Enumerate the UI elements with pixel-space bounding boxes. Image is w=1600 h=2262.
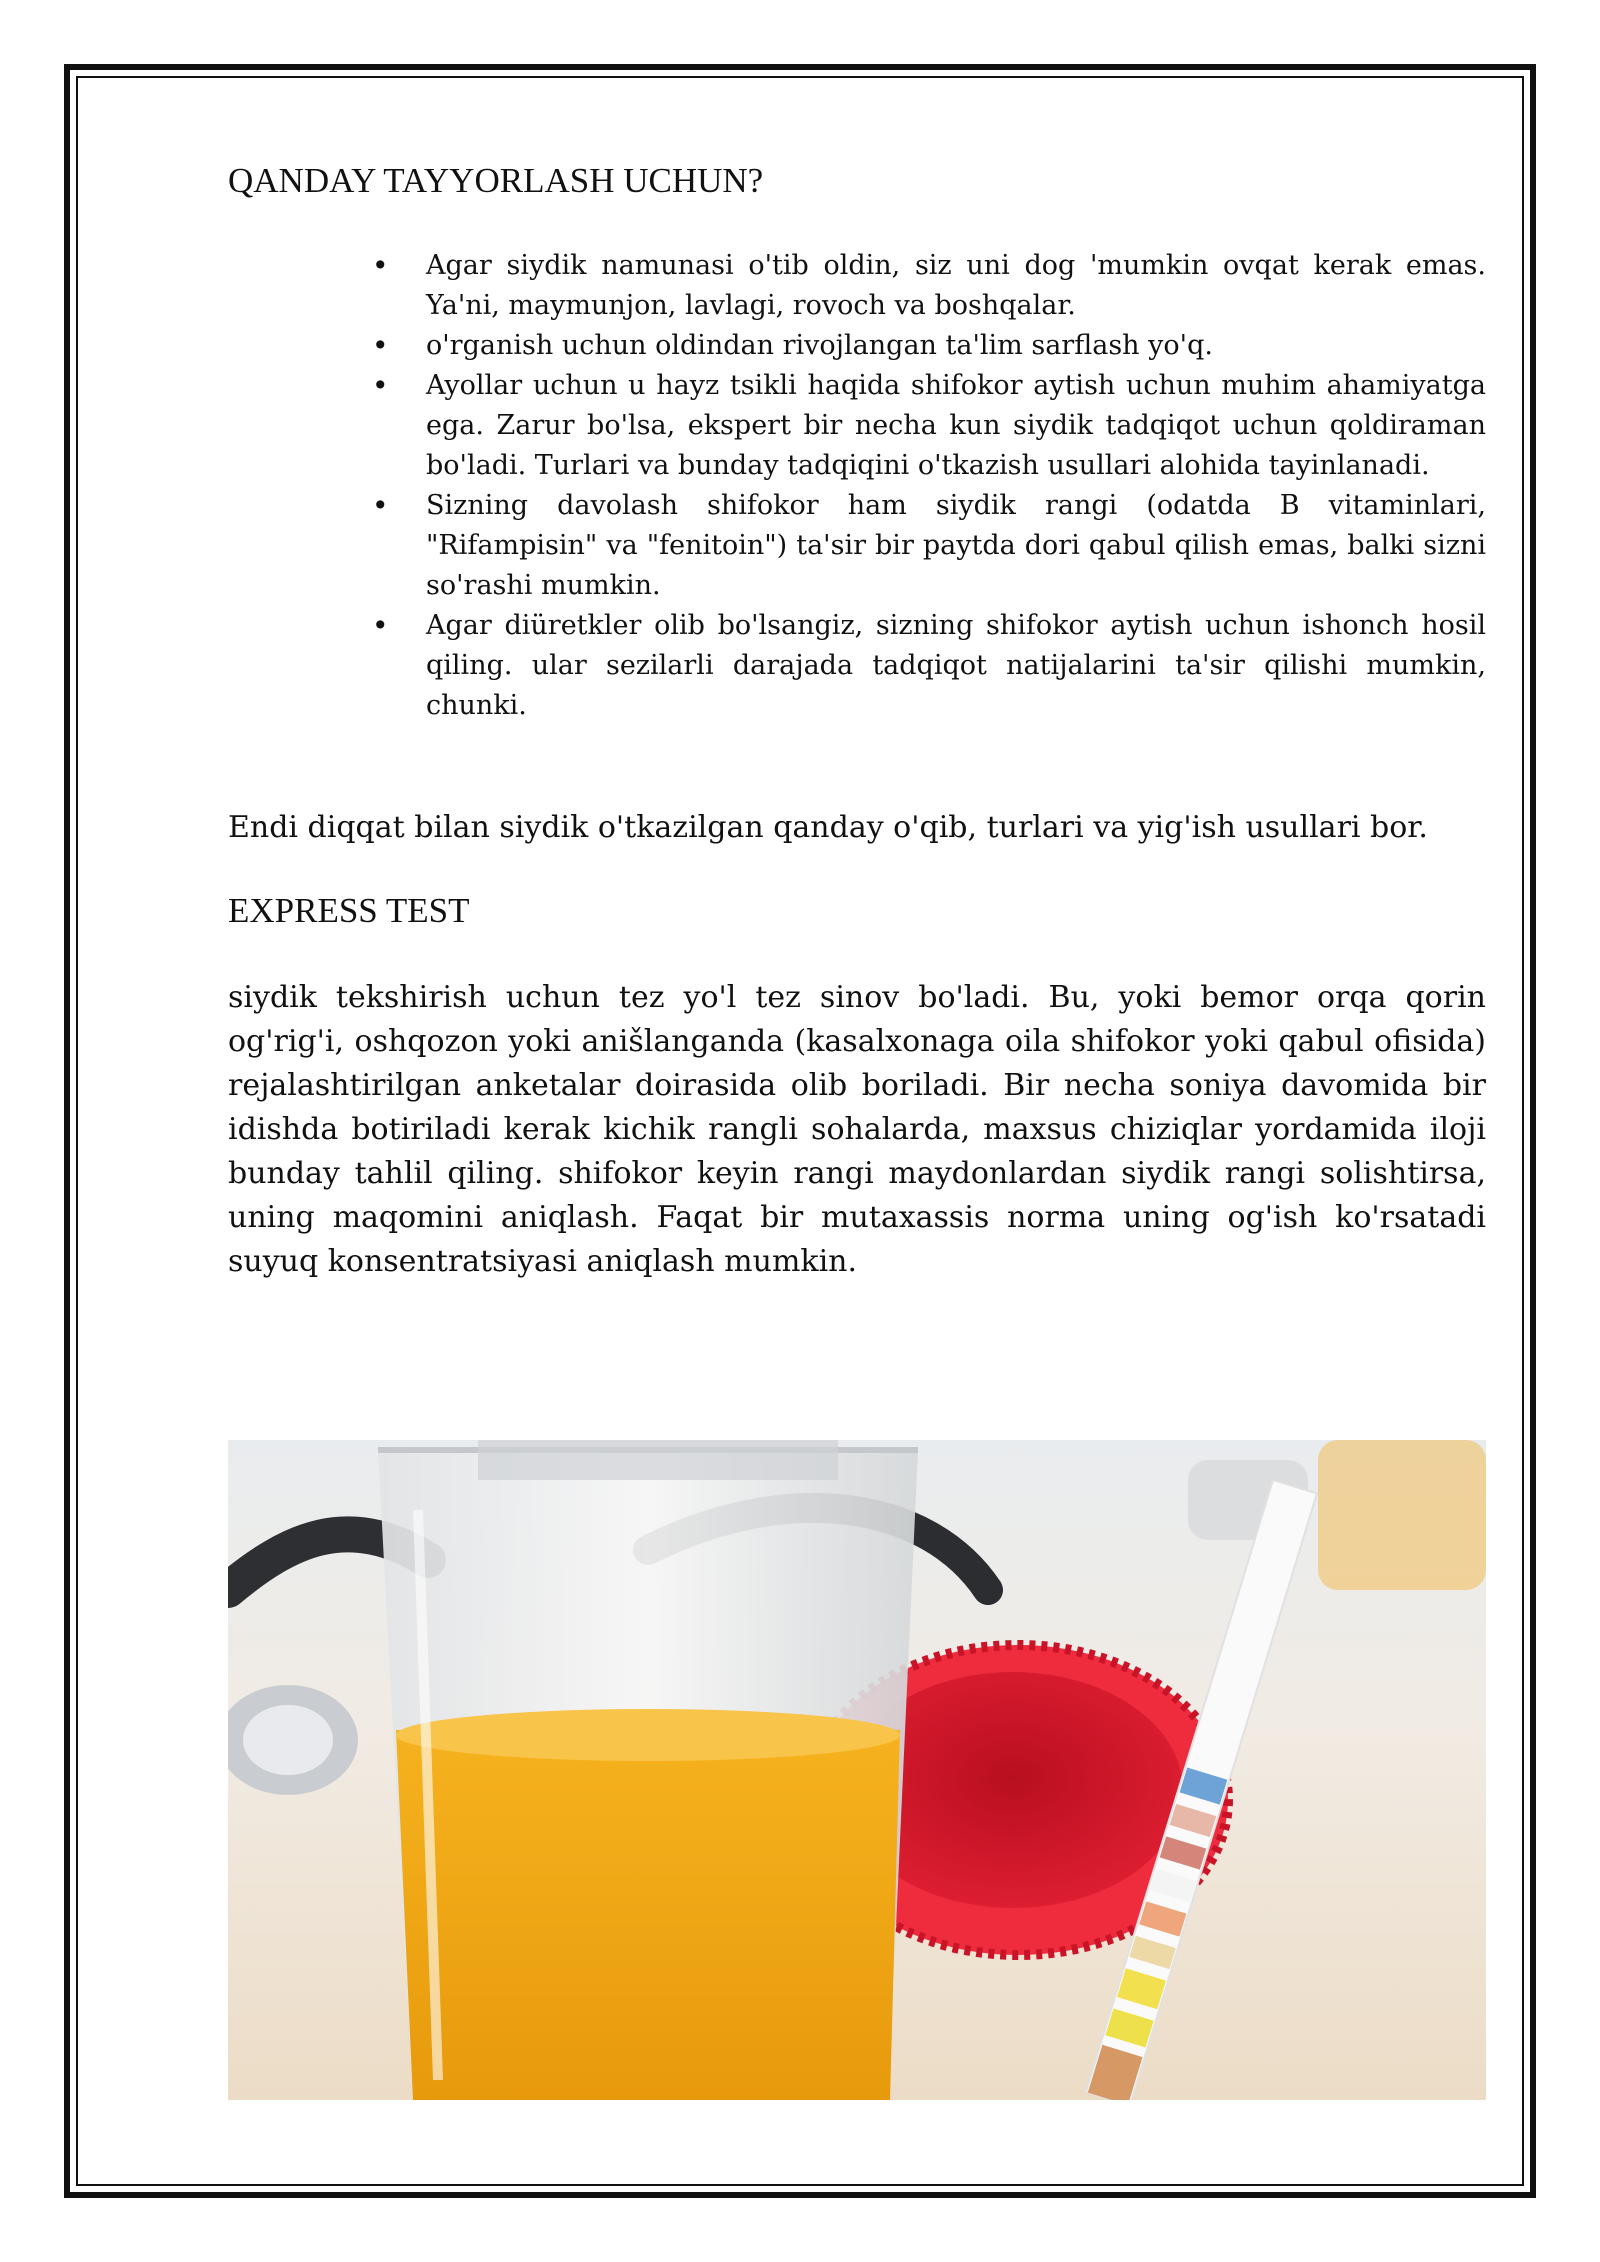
express-test-paragraph: siydik tekshirish uchun tez yo'l tez sinov bo'ladi. Bu, yoki bemor orqa qorin og'rig'i, oshqozon yoki anišlanganda (kasalxonaga oila shifokor yoki qabul ofisida) rejalashtirilgan anketalar doirasida olib boriladi. Bir necha soniya davomida bir idishda botiriladi kerak kichik rangli sohalarda, maxsus chiziqlar yordamida iloji bunday tahlil qiling. shifokor keyin rangi maydonlardan siydik rangi solishtirsa, uning maqomini aniqlash. Faqat bir mutaxassis norma uning og'ish ko'rsatadi suyuq konsentratsiyasi aniqlash mumkin.	[228, 980, 1486, 1279]
express-test-title: EXPRESS TEST	[228, 891, 470, 930]
list-item: • Sizning davolash shifokor ham siydik rangi (odatda B vitaminlari, "Rifampisin" va "fenitoin") ta'sir bir paytda dori qabul qilish emas, balki sizni so'rashi mumkin.	[426, 486, 1486, 606]
preparation-list	[228, 246, 1486, 726]
list-item: • o'rganish uchun oldindan rivojlangan ta'lim sarflash yo'q.	[426, 326, 1486, 366]
list-item: • Agar siydik namunasi o'tib oldin, siz uni dog 'mumkin ovqat kerak emas. Ya'ni, maymunjon, lavlagi, rovoch va boshqalar.	[426, 246, 1486, 326]
intro-sentence: Endi diqqat bilan siydik o'tkazilgan qanday o'qib, turlari va yig'ish usullari bor.	[228, 810, 1428, 845]
document-body	[228, 150, 1486, 1284]
sample-cup-shape	[378, 1440, 918, 2100]
section-title: QANDAY TAYYORLASH UCHUN?	[228, 161, 764, 200]
list-item: • Agar diüretkler olib bo'lsangiz, sizning shifokor aytish uchun ishonch hosil qiling. ular sezilarli darajada tadqiqot natijalarini ta'sir qilishi mumkin, chunki.	[426, 606, 1486, 726]
urine-sample-photo	[228, 1440, 1486, 2100]
list-item: • Ayollar uchun u hayz tsikli haqida shifokor aytish uchun muhim ahamiyatga ega. Zarur bo'lsa, ekspert bir necha kun siydik tadqiqot uchun qoldiraman bo'ladi. Turlari va bunday tadqiqini o'tkazish usullari alohida tayinlanadi.	[426, 366, 1486, 486]
